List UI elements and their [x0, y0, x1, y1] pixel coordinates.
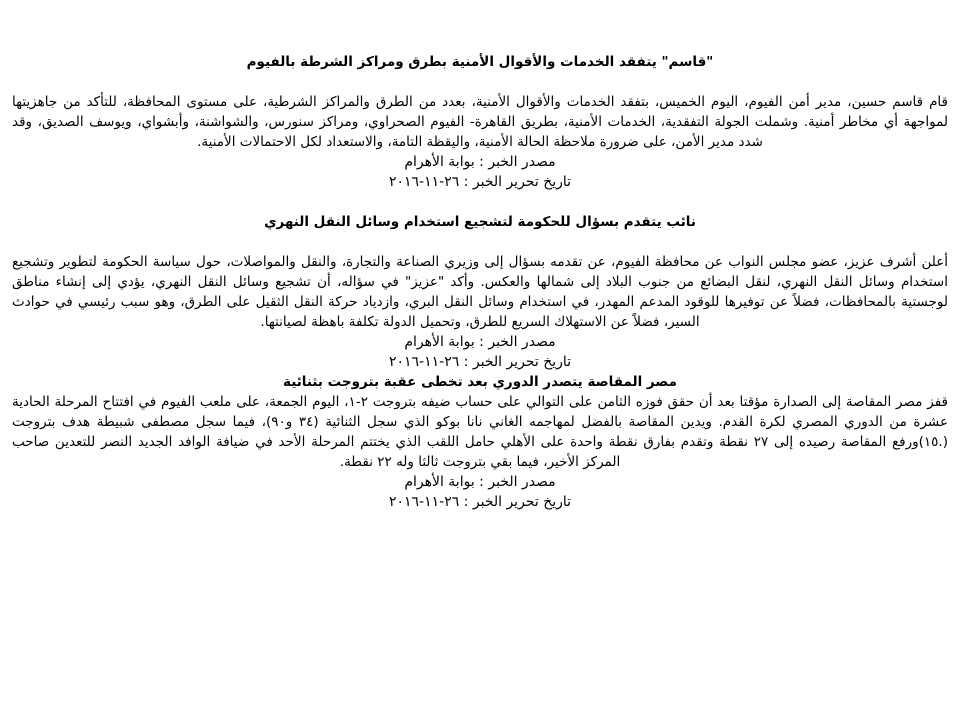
article-headline: مصر المقاصة يتصدر الدوري بعد تخطى عقبة بتروجت بثنائية	[283, 374, 677, 390]
article-body: قفز مصر المقاصة إلى الصدارة مؤقتا بعد أن حقق فوزه الثامن على التوالي على حساب ضيفه بتروجت ٢-١، اليوم الجمعة، على ملعب الفيوم في افتتاح المرحلة الحادية عشرة من الدوري المصري لكرة القدم. ويدين المقاصة بالفضل لمهاجمه الغاني نانا بوكو الذي سجل الثنائية (٣٤ و٩٠)، فيما سجل مصطفى شبيطة هدف بتروجت (.١٥)ورفع المقاصة رصيده إلى ٢٧ نقطة وتقدم بفارق نقطة واحدة على الأهلي حامل اللقب الذي يختتم المرحلة الأحد في ضيافة الوافد الجديد النصر للتعدين صاحب المركز الأخير، فيما بقي بتروجت ثالثا وله ٢٢ نقطة.	[12, 394, 949, 470]
news-article	[12, 52, 948, 192]
article-date: تاريخ تحرير الخبر : ٢٦-١١-٢٠١٦	[388, 494, 572, 510]
article-source: مصدر الخبر : بوابة الأهرام	[404, 474, 556, 490]
spacer	[12, 232, 948, 252]
article-date: تاريخ تحرير الخبر : ٢٦-١١-٢٠١٦	[388, 354, 572, 370]
news-article	[12, 212, 948, 372]
article-headline: نائب يتقدم بسؤال للحكومة لتشجيع استخدام وسائل النقل النهري	[264, 214, 696, 230]
article-body: قام قاسم حسين، مدير أمن الفيوم، اليوم الخميس، بتفقد الخدمات والأقوال الأمنية، بعدد من الطرق والمراكز الشرطية، على مستوى المحافظة، للتأكد من جاهزيتها لمواجهة أي مخاطر أمنية. وشملت الجولة التفقدية، الخدمات الأمنية، بطريق القاهرة- الفيوم الصحراوي، ومراكز سنورس، والشواشنة، وأبشواي، ويوسف الصديق، وقد شدد مدير الأمن، على ضرورة ملاحظة الحالة الأمنية، واليقظة التامة، والاستعداد لكل الاحتمالات الأمنية.	[12, 94, 948, 150]
news-article	[12, 372, 948, 512]
spacer	[12, 72, 948, 92]
article-source: مصدر الخبر : بوابة الأهرام	[404, 334, 556, 350]
article-body: أعلن أشرف عزيز، عضو مجلس النواب عن محافظة الفيوم، عن تقدمه بسؤال إلى وزيري الصناعة والتجارة، والنقل والمواصلات، حول سياسة الحكومة لتطوير وتشجيع استخدام وسائل النقل النهري، لنقل البضائع من جنوب البلاد إلى شمالها والعكس. وأكد "عزيز" في سؤاله، أن تشجيع وسائل النقل النهري، يؤدي إلى إنشاء مناطق لوجستية بالمحافظات، فضلاً عن توفيرها للوقود المدعم المهدر، في استخدام وسائل النقل البري، وازدياد حركة النقل الثقيل على الطرق، وهو سبب رئيسي في حوادث السير، فضلاًَ عن الاستهلاك السريع للطرق، وتحميل الدولة تكلفة باهظة لصيانتها.	[12, 254, 948, 330]
article-headline: "قاسم" يتفقد الخدمات والأقوال الأمنية بطرق ومراكز الشرطة بالفيوم	[246, 54, 714, 70]
article-date: تاريخ تحرير الخبر : ٢٦-١١-٢٠١٦	[388, 174, 572, 190]
spacer	[12, 192, 948, 212]
article-source: مصدر الخبر : بوابة الأهرام	[404, 154, 556, 170]
